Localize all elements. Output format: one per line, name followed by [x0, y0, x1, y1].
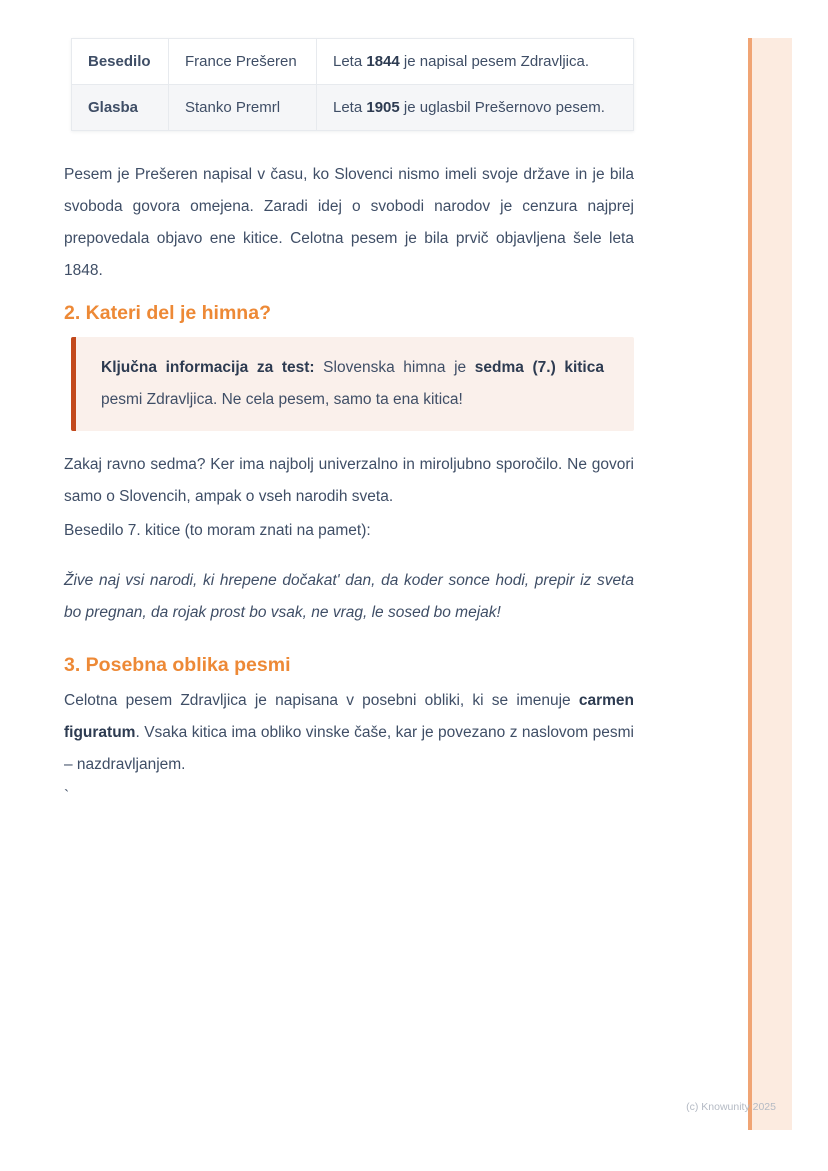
document-page — [64, 0, 634, 813]
poem-form-paragraph — [64, 685, 634, 781]
callout-end: pesmi Zdravljica. Ne cela pesem, samo ta ena kitica! — [101, 391, 463, 408]
callout-text — [101, 352, 604, 416]
callout-bold-key: sedma (7.) kitica — [474, 359, 604, 376]
table-cell-description — [317, 85, 634, 131]
decorative-side-stripe — [748, 38, 792, 1130]
key-info-callout — [71, 337, 634, 431]
table-cell-label: Besedilo — [72, 39, 169, 85]
year-bold: 1844 — [366, 53, 400, 70]
intro-paragraph: Pesem je Prešeren napisal v času, ko Slovenci nismo imeli svoje države in je bila svoboda govora omejena. Zaradi idej o svobodi narodov je cenzura najprej prepovedala objavo ene kitice. Celotna pesem je bila prvič objavljena šele leta 1848. — [64, 166, 634, 279]
year-bold: 1905 — [366, 99, 400, 116]
anthem-verse: Žive naj vsi narodi, ki hrepene dočakat' dan, da koder sonce hodi, prepir iz sveta bo pregnan, da rojak prost bo vsak, ne vrag, le sosed bo mejak! — [64, 572, 634, 621]
table-row — [72, 39, 634, 85]
callout-mid: Slovenska himna je — [314, 359, 475, 376]
copyright-footer: (c) Knowunity 2025 — [686, 1101, 776, 1113]
table-cell-label: Glasba — [72, 85, 169, 131]
description-text: Leta — [333, 99, 367, 116]
form-pre: Celotna pesem Zdravljica je napisana v posebni obliki, ki se imenuje — [64, 692, 579, 709]
section-2-heading: 2. Kateri del je himna? — [64, 302, 271, 324]
table-cell-person: France Prešeren — [169, 39, 317, 85]
description-text: je napisal pesem Zdravljica. — [399, 53, 590, 70]
stray-character: ` — [64, 788, 70, 805]
description-text: Leta — [333, 53, 367, 70]
description-text: je uglasbil Prešernovo pesem. — [399, 99, 605, 116]
form-post: . Vsaka kitica ima obliko vinske čaše, kar je povezano z naslovom pesmi – nazdravljanjem. — [64, 724, 634, 773]
section-3-heading: 3. Posebna oblika pesmi — [64, 654, 291, 676]
table-cell-description — [317, 39, 634, 85]
memorize-line: Besedilo 7. kitice (to moram znati na pamet): — [64, 522, 371, 539]
table-row — [72, 85, 634, 131]
why-seventh-paragraph: Zakaj ravno sedma? Ker ima najbolj univerzalno in miroljubno sporočilo. Ne govori samo o Slovencih, ampak o vseh narodih sveta. — [64, 456, 634, 505]
table-cell-person: Stanko Premrl — [169, 85, 317, 131]
song-info-table — [71, 38, 634, 131]
callout-bold-lead: Ključna informacija za test: — [101, 359, 315, 376]
form-bold-term: carmen figuratum — [64, 692, 634, 741]
